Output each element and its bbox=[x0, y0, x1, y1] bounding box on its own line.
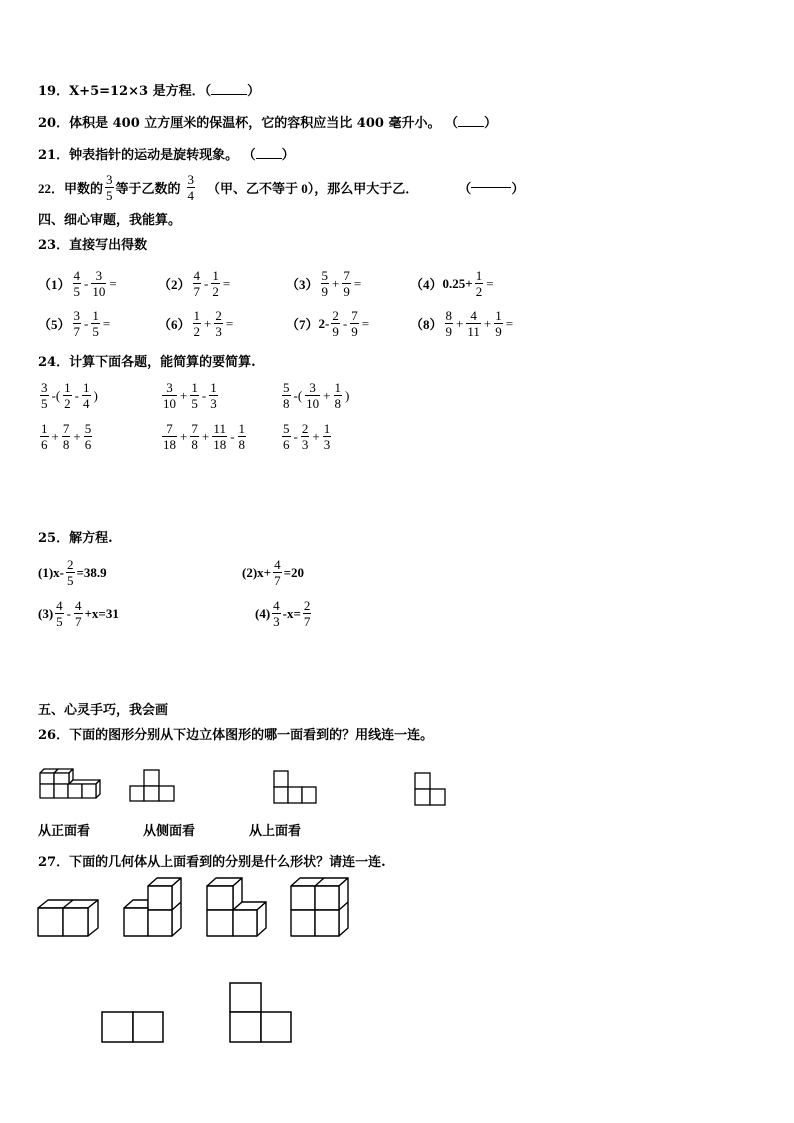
question-26-title: 26．下面的图形分别从下边立体图形的哪一面看到的？用线连一连。 bbox=[38, 728, 434, 743]
expression-item: $\frac{1}{6}$ + $\frac{7}{8}$ + $\frac{5}{6}$ bbox=[41, 421, 92, 452]
solid-4 bbox=[289, 876, 351, 938]
question-27-title: 27．下面的几何体从上面看到的分别是什么形状？请连一连. bbox=[38, 855, 386, 870]
fraction: $\frac{1}{8}$ bbox=[238, 421, 246, 452]
fraction: $\frac{3}{10}$ bbox=[306, 380, 320, 411]
expression-item: （1） $\frac{4}{5}$ - $\frac{3}{10}$ = bbox=[38, 268, 117, 299]
question-22: 22．甲数的 $\frac{3}{5}$ 等于乙数的 $\frac{3}{4}$ （甲、乙不等于 0），那么甲大于乙． （ ） bbox=[38, 172, 525, 203]
fraction: $\frac{3}{10}$ bbox=[163, 380, 176, 411]
section-heading-4: 四、细心审题，我能算。 bbox=[38, 213, 182, 228]
expression-item: $\frac{5}{8}$ -( $\frac{3}{10}$ + $\frac{1}{8}$ ) bbox=[283, 380, 350, 411]
fraction: $\frac{1}{5}$ bbox=[191, 380, 198, 411]
fraction: $\frac{3}{4}$ bbox=[187, 172, 195, 203]
question-23-title: 23．直接写出得数 bbox=[38, 238, 148, 253]
section-heading-5: 五、心灵手巧，我会画 bbox=[38, 703, 169, 718]
equation-item: (3) $\frac{4}{5}$ - $\frac{4}{7}$ +x=31 bbox=[38, 598, 119, 629]
fraction: $\frac{2}{3}$ bbox=[215, 308, 222, 339]
equation-item: (4) $\frac{4}{3}$ -x= $\frac{2}{7}$ bbox=[255, 598, 311, 629]
answer-blank[interactable] bbox=[471, 187, 511, 188]
expression-item: （2） $\frac{4}{7}$ - $\frac{1}{2}$ = bbox=[158, 268, 231, 299]
top-view-1 bbox=[100, 1010, 166, 1044]
question-20: 20．体积是 400 立方厘米的保温杯，它的容积应当比 400 毫升小。 （ ） bbox=[38, 116, 498, 131]
fraction: $\frac{1}{2}$ bbox=[193, 308, 201, 339]
view-shape-c bbox=[414, 772, 448, 808]
solid-1 bbox=[36, 898, 102, 940]
fraction: $\frac{1}{3}$ bbox=[210, 380, 217, 411]
fraction: $\frac{2}{3}$ bbox=[301, 421, 309, 452]
fraction: $\frac{5}{8}$ bbox=[283, 380, 290, 411]
fraction: $\frac{1}{2}$ bbox=[212, 268, 219, 299]
caption-front-view: 从正面看 bbox=[38, 824, 91, 839]
fraction: $\frac{1}{5}$ bbox=[92, 308, 99, 339]
fraction: $\frac{4}{11}$ bbox=[467, 308, 480, 339]
question-19: 19．X+5=12×3 是方程．（ ） bbox=[38, 84, 261, 99]
fraction: $\frac{7}{8}$ bbox=[191, 421, 198, 452]
fraction: $\frac{1}{8}$ bbox=[334, 380, 342, 411]
expression-item: $\frac{3}{10}$ + $\frac{1}{5}$ - $\frac{1}{3}$ bbox=[163, 380, 217, 411]
view-shape-a bbox=[130, 769, 178, 803]
fraction: $\frac{7}{8}$ bbox=[62, 421, 70, 452]
fraction: $\frac{5}{9}$ bbox=[321, 268, 329, 299]
fraction: $\frac{1}{2}$ bbox=[475, 268, 483, 299]
fraction: $\frac{2}{9}$ bbox=[332, 308, 339, 339]
fraction: $\frac{4}{5}$ bbox=[56, 598, 63, 629]
top-view-2 bbox=[228, 981, 294, 1045]
fraction: $\frac{5}{6}$ bbox=[283, 421, 290, 452]
expression-item: （5） $\frac{3}{7}$ - $\frac{1}{5}$ = bbox=[38, 308, 111, 339]
expression-item: （4） 0.25+ $\frac{1}{2}$ = bbox=[410, 268, 494, 299]
expression-item: $\frac{5}{6}$ - $\frac{2}{3}$ + $\frac{1}{3}$ bbox=[283, 421, 331, 452]
expression-item: （7） 2- $\frac{2}{9}$ - $\frac{7}{9}$ = bbox=[286, 308, 370, 339]
question-21: 21．钟表指针的运动是旋转现象。 （ ） bbox=[38, 148, 295, 163]
equation-item: (1)x- $\frac{2}{5}$ =38.9 bbox=[38, 557, 107, 588]
fraction: $\frac{1}{2}$ bbox=[64, 380, 71, 411]
fraction: $\frac{4}{7}$ bbox=[274, 557, 281, 588]
fraction: $\frac{2}{7}$ bbox=[303, 598, 311, 629]
fraction: $\frac{4}{3}$ bbox=[273, 598, 280, 629]
expression-item: $\frac{3}{5}$ -( $\frac{1}{2}$ - $\frac{1}{4}$ ) bbox=[41, 380, 98, 411]
fraction: $\frac{8}{9}$ bbox=[445, 308, 453, 339]
fraction: $\frac{11}{18}$ bbox=[213, 421, 227, 452]
question-25-title: 25．解方程. bbox=[38, 531, 113, 546]
fraction: $\frac{3}{7}$ bbox=[73, 308, 81, 339]
caption-side-view: 从侧面看 bbox=[143, 824, 196, 839]
fraction: $\frac{1}{4}$ bbox=[83, 380, 90, 411]
fraction: $\frac{1}{3}$ bbox=[323, 421, 331, 452]
fraction: $\frac{4}{5}$ bbox=[73, 268, 81, 299]
fraction: $\frac{4}{7}$ bbox=[75, 598, 82, 629]
caption-top-view: 从上面看 bbox=[249, 824, 302, 839]
fraction: $\frac{3}{10}$ bbox=[92, 268, 106, 299]
solid-3 bbox=[204, 876, 268, 938]
expression-item: （8） $\frac{8}{9}$ + $\frac{4}{11}$ + $\frac{1}{9}$ = bbox=[410, 308, 514, 339]
solid-figure bbox=[38, 762, 102, 804]
question-24-title: 24．计算下面各题，能简算的要简算. bbox=[38, 355, 256, 370]
expression-item: $\frac{7}{18}$ + $\frac{7}{8}$ + $\frac{11}{18}$ - $\frac{1}{8}$ bbox=[163, 421, 246, 452]
fraction: $\frac{7}{9}$ bbox=[343, 268, 350, 299]
solid-2 bbox=[122, 876, 184, 938]
fraction: $\frac{3}{5}$ bbox=[106, 172, 113, 203]
fraction: $\frac{7}{18}$ bbox=[163, 421, 176, 452]
fraction: $\frac{3}{5}$ bbox=[41, 380, 48, 411]
fraction: $\frac{4}{7}$ bbox=[193, 268, 201, 299]
equation-item: (2)x+ $\frac{4}{7}$ =20 bbox=[242, 557, 304, 588]
fraction: $\frac{1}{9}$ bbox=[495, 308, 502, 339]
view-shape-b bbox=[273, 770, 321, 806]
answer-blank[interactable] bbox=[458, 126, 484, 127]
expression-item: （6） $\frac{1}{2}$ + $\frac{2}{3}$ = bbox=[158, 308, 234, 339]
fraction: $\frac{7}{9}$ bbox=[351, 308, 358, 339]
answer-blank[interactable] bbox=[211, 94, 247, 95]
fraction: $\frac{5}{6}$ bbox=[84, 421, 92, 452]
expression-item: （3） $\frac{5}{9}$ + $\frac{7}{9}$ = bbox=[286, 268, 362, 299]
fraction: $\frac{2}{5}$ bbox=[67, 557, 74, 588]
fraction: $\frac{1}{6}$ bbox=[41, 421, 48, 452]
answer-blank[interactable] bbox=[256, 158, 282, 159]
